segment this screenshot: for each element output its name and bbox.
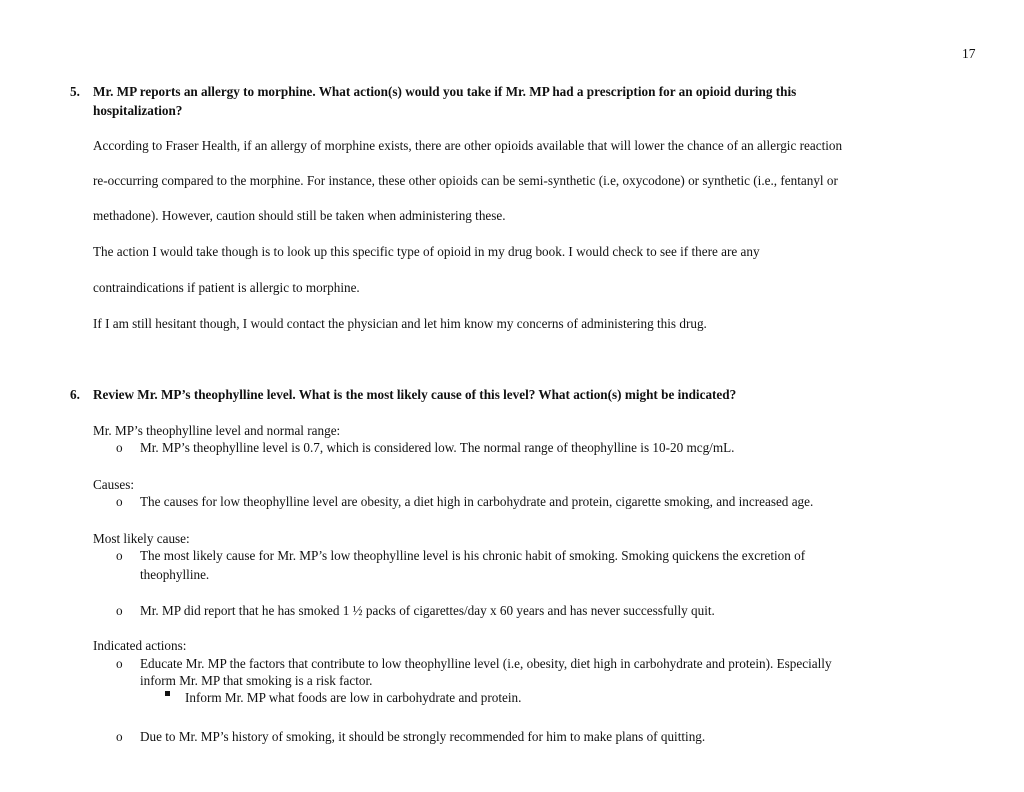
list-item: Due to Mr. MP’s history of smoking, it should be strongly recommended for him to make plans of quitting. (140, 729, 706, 744)
q5-paragraph-1-line1: According to Fraser Health, if an allergy of morphine exists, there are other opioids available that will lower the chance of an allergic reaction (93, 138, 843, 153)
bullet-marker: o (116, 494, 123, 509)
section-theophylline-level-heading: Mr. MP’s theophylline level and normal range: (93, 423, 341, 438)
square-bullet-icon (165, 691, 170, 696)
question-5-title-line2: hospitalization? (93, 103, 183, 118)
list-item-line1: Educate Mr. MP the factors that contribute to low theophylline level (i.e, obesity, diet high in carbohydrate and protein). Especially (140, 656, 832, 671)
question-5-title-line1: Mr. MP reports an allergy to morphine. What action(s) would you take if Mr. MP had a prescription for an opioid during this (93, 84, 797, 99)
section-most-likely-cause-heading: Most likely cause: (93, 531, 190, 546)
bullet-marker: o (116, 729, 123, 744)
bullet-marker: o (116, 656, 123, 671)
sub-list-item: Inform Mr. MP what foods are low in carbohydrate and protein. (185, 690, 522, 705)
list-item: Mr. MP’s theophylline level is 0.7, which is considered low. The normal range of theophylline is 10-20 mcg/mL. (140, 440, 735, 455)
list-item-line1: The most likely cause for Mr. MP’s low theophylline level is his chronic habit of smoking. Smoking quickens the excretion of (140, 548, 806, 563)
q5-paragraph-3: If I am still hesitant though, I would contact the physician and let him know my concerns of administering this drug. (93, 316, 707, 331)
question-5-number: 5. (70, 84, 80, 99)
section-indicated-actions-heading: Indicated actions: (93, 638, 187, 653)
bullet-marker: o (116, 603, 123, 618)
q5-paragraph-1-line3: methadone). However, caution should still be taken when administering these. (93, 208, 506, 223)
question-6-title: Review Mr. MP’s theophylline level. What is the most likely cause of this level? What action(s) might be indicated? (93, 387, 737, 402)
list-item-line2: theophylline. (140, 567, 210, 582)
list-item-line2: inform Mr. MP that smoking is a risk factor. (140, 673, 373, 688)
question-6-number: 6. (70, 387, 80, 402)
q5-paragraph-2-line1: The action I would take though is to look up this specific type of opioid in my drug book. I would check to see if there are any (93, 244, 760, 259)
q5-paragraph-2-line2: contraindications if patient is allergic to morphine. (93, 280, 360, 295)
list-item: The causes for low theophylline level are obesity, a diet high in carbohydrate and protein, cigarette smoking, and increased age. (140, 494, 814, 509)
bullet-marker: o (116, 548, 123, 563)
list-item: Mr. MP did report that he has smoked 1 ½ packs of cigarettes/day x 60 years and has never successfully quit. (140, 603, 715, 618)
section-causes-heading: Causes: (93, 477, 135, 492)
q5-paragraph-1-line2: re-occurring compared to the morphine. For instance, these other opioids can be semi-synthetic (i.e, oxycodone) or synthetic (i.e., fentanyl or (93, 173, 838, 188)
bullet-marker: o (116, 440, 123, 455)
page-number: 17 (962, 46, 976, 61)
